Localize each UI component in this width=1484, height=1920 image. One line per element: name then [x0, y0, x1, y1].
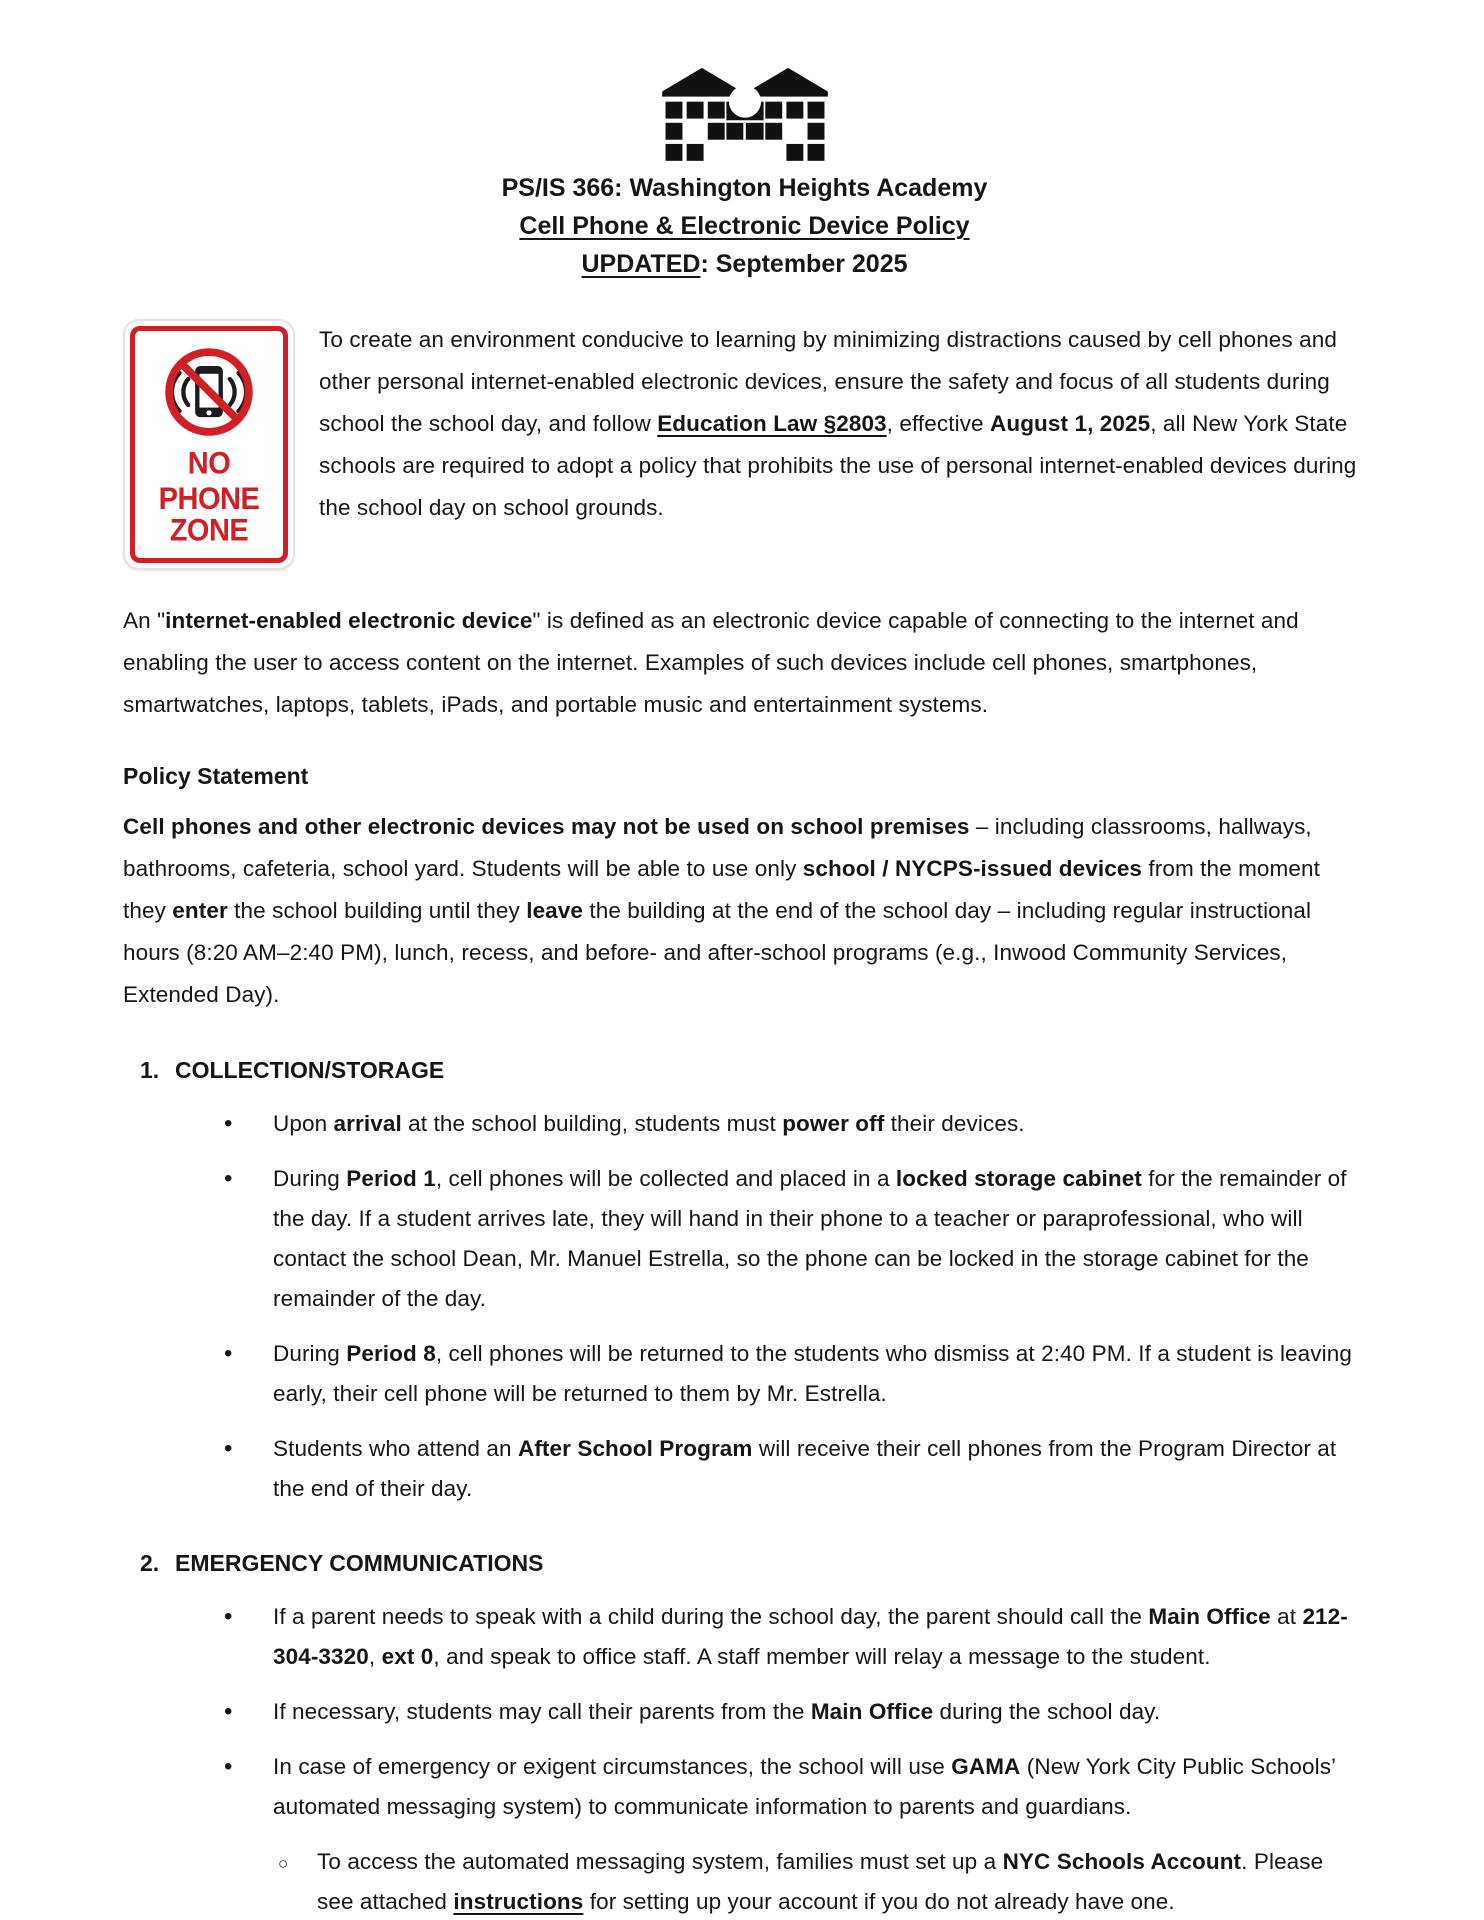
text-run: NYC Schools Account: [1002, 1849, 1242, 1874]
text-run: internet-enabled electronic device: [165, 608, 533, 633]
text-run: Period 1: [346, 1166, 436, 1191]
text-run: . Please see attached: [317, 1849, 1324, 1914]
text-run: , effective: [886, 411, 991, 436]
text-run: To access the automated messaging system, families must set up a: [317, 1849, 1003, 1874]
school-towers-logo-icon: [652, 66, 838, 161]
text-run: In case of emergency or exigent circumstances, the school will use: [273, 1754, 952, 1779]
text-run: leave: [526, 898, 584, 923]
text-run: enter: [172, 898, 228, 923]
text-run: at the school building, students must: [401, 1111, 783, 1136]
text-run: Upon: [273, 1111, 334, 1136]
document-header: [123, 66, 1366, 283]
text-run: the school building until they: [227, 898, 527, 923]
text-run: August 1, 2025: [990, 411, 1151, 436]
no-phone-zone-sign-border: [130, 326, 288, 563]
section-2-title: EMERGENCY COMMUNICATIONS: [175, 1550, 544, 1576]
text-run: During: [273, 1341, 347, 1366]
text-run: arrival: [333, 1111, 402, 1136]
text-run: , cell phones will be returned to the students who dismiss at 2:40 PM. If a student is leaving early, their cell phone will be returned to them by Mr. Estrella.: [273, 1341, 1352, 1406]
text-run: power off: [782, 1111, 885, 1136]
section-2-number: 2.: [140, 1550, 160, 1576]
intro-section: [123, 319, 1366, 570]
document-title: Cell Phone & Electronic Device Policy: [519, 212, 970, 240]
text-run: Students who attend an: [273, 1436, 518, 1461]
policy-statement-paragraph: [123, 806, 1366, 1016]
text-run: from the moment they: [123, 856, 1320, 923]
text-run: ext 0: [381, 1644, 434, 1669]
text-run: – including classrooms, hallways, bathrooms, cafeteria, school yard. Students will be able to use only: [123, 814, 1312, 881]
sign-line-2: ZONE: [169, 513, 249, 549]
text-run: Education Law §2803: [657, 411, 887, 436]
text-run: , and speak to office staff. A staff member will relay a message to the student.: [433, 1644, 1211, 1669]
bullet-period-1-collection: [123, 1159, 1366, 1319]
section-1-number: 1.: [140, 1057, 160, 1083]
text-run: the building at the end of the school day – including regular instructional hours (8:20 AM–2:40 PM), lunch, recess, and before- and after-school programs (e.g., Inwood Community Services, Extended Day).: [123, 898, 1312, 1007]
text-run: Cell phones and other electronic devices may not be used on school premises: [123, 814, 970, 839]
section-2-heading: [123, 1543, 1366, 1583]
text-run: " is defined as an electronic device capable of connecting to the internet and enabling the user to access content on the internet. Examples of such devices include cell phones, smartphones, smartwatches, laptops, tablets, iPads, and portable music and entertainment systems.: [123, 608, 1299, 717]
text-run: 212-304-3320: [273, 1604, 1348, 1669]
section-1-heading: [123, 1050, 1366, 1090]
bullet-gama-messaging: [123, 1747, 1366, 1827]
text-run: locked storage cabinet: [895, 1166, 1142, 1191]
bullet-student-call-parents: [123, 1692, 1366, 1732]
no-phone-prohibition-icon: [157, 340, 261, 444]
sign-line-1: NO PHONE: [158, 446, 260, 517]
text-run: during the school day.: [933, 1699, 1161, 1724]
text-run: at: [1270, 1604, 1303, 1629]
section-1-title: COLLECTION/STORAGE: [175, 1057, 445, 1083]
text-run: instructions: [453, 1889, 584, 1914]
text-run: for setting up your account if you do not already have one.: [583, 1889, 1175, 1914]
text-run: for the remainder of the day. If a student arrives late, they will hand in their phone to a teacher or paraprofessional, who will contact the school Dean, Mr. Manuel Estrella, so the phone can be locked in the storage cabinet for the remainder of the day.: [273, 1166, 1347, 1311]
text-run: ,: [368, 1644, 382, 1669]
text-run: GAMA: [951, 1754, 1021, 1779]
text-run: Main Office: [1148, 1604, 1271, 1629]
bullet-after-school-program: [123, 1429, 1366, 1509]
text-run: During: [273, 1166, 347, 1191]
text-run: If necessary, students may call their parents from the: [273, 1699, 811, 1724]
text-run: Main Office: [810, 1699, 934, 1724]
text-run: their devices.: [884, 1111, 1025, 1136]
updated-label: UPDATED: [581, 250, 701, 278]
text-run: , all New York State schools are required to adopt a policy that prohibits the use of personal internet-enabled devices during the school day on school grounds.: [319, 411, 1357, 520]
text-run: (New York City Public Schools’ automated messaging system) to communicate information to parents and guardians.: [273, 1754, 1336, 1819]
text-run: After School Program: [517, 1436, 753, 1461]
definition-paragraph: [123, 600, 1366, 726]
bullet-period-8-return: [123, 1334, 1366, 1414]
updated-date: : September 2025: [700, 250, 908, 278]
policy-statement-heading: Policy Statement: [123, 763, 309, 789]
intro-paragraph: [319, 319, 1366, 529]
updated-line: [123, 245, 1366, 283]
section-2-bullet-list: [123, 1597, 1366, 1920]
text-run: , cell phones will be collected and placed in a: [435, 1166, 896, 1191]
section-1-bullet-list: [123, 1104, 1366, 1509]
text-run: school / NYCPS-issued devices: [802, 856, 1143, 881]
sub-bullet-nyc-schools-account: [123, 1842, 1366, 1920]
text-run: If a parent needs to speak with a child during the school day, the parent should call the: [273, 1604, 1149, 1629]
no-phone-zone-sign: [123, 319, 295, 570]
bullet-parent-call-main-office: [123, 1597, 1366, 1677]
bullet-power-off: [123, 1104, 1366, 1144]
text-run: Period 8: [346, 1341, 436, 1366]
text-run: will receive their cell phones from the Program Director at the end of their day.: [273, 1436, 1337, 1501]
text-run: An ": [123, 608, 166, 633]
school-name: PS/IS 366: Washington Heights Academy: [501, 174, 988, 202]
text-run: To create an environment conducive to learning by minimizing distractions caused by cell phones and other personal internet-enabled electronic devices, ensure the safety and focus of all students during school the school day, and follow: [319, 327, 1337, 436]
